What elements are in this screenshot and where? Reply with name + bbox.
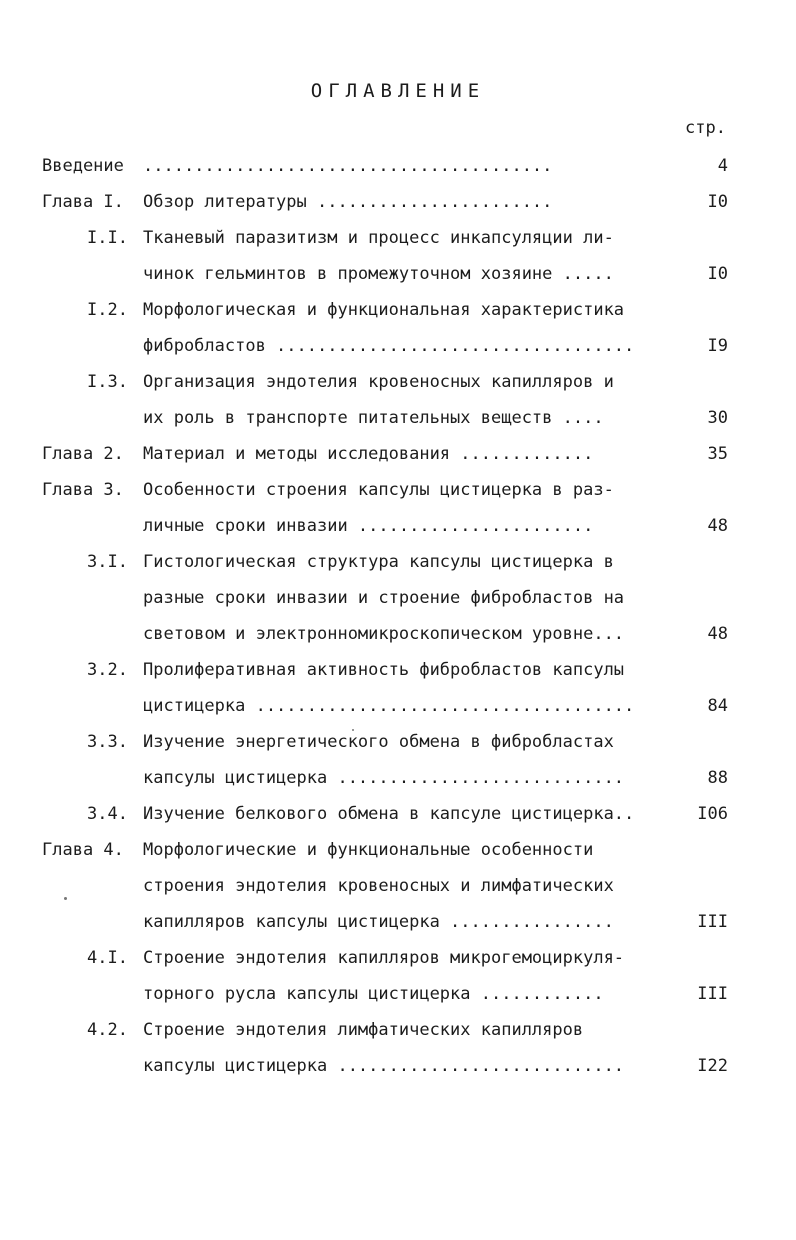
toc-entry-line xyxy=(0,724,796,760)
toc-entry-text: капсулы цистицерка ............................ xyxy=(143,1056,625,1076)
toc-entry xyxy=(0,364,796,436)
toc-entry-page: 30 xyxy=(707,408,728,428)
toc-entry-text: цистицерка ..................................... xyxy=(143,696,635,716)
toc-entry-text: Организация эндотелия кровеносных капилляров и xyxy=(143,372,614,392)
toc-entry-line xyxy=(0,256,796,292)
toc-entry xyxy=(0,148,796,184)
toc-entry-line xyxy=(0,580,796,616)
toc-entry-line xyxy=(0,976,796,1012)
toc-entry-text: чинок гельминтов в промежуточном хозяине ..... xyxy=(143,264,614,284)
toc-entry-number: I.2. xyxy=(87,300,128,320)
toc-entry-line xyxy=(0,220,796,256)
toc-entry-page: I06 xyxy=(697,804,728,824)
scan-speck xyxy=(352,729,354,731)
toc-entry-page: 4 xyxy=(717,156,728,176)
toc-entry-text: Строение эндотелия лимфатических капилляров xyxy=(143,1020,584,1040)
toc-entry-page: 84 xyxy=(707,696,728,716)
toc-entry xyxy=(0,1012,796,1084)
toc-entry-number: Глава I. xyxy=(42,192,124,212)
toc-entry xyxy=(0,292,796,364)
toc-entry xyxy=(0,184,796,220)
toc-entry-text: Материал и методы исследования ............. xyxy=(143,444,594,464)
toc-entry-page: 48 xyxy=(707,516,728,536)
toc-entry-page: III xyxy=(697,912,728,932)
toc-entry-text: личные сроки инвазии ....................... xyxy=(143,516,594,536)
toc-entry-number: 3.I. xyxy=(87,552,128,572)
table-of-contents xyxy=(0,148,796,1084)
toc-entry-text: Изучение энергетического обмена в фибробластах xyxy=(143,732,614,752)
toc-entry-line xyxy=(0,148,796,184)
toc-entry-page: I0 xyxy=(707,264,728,284)
toc-entry-line xyxy=(0,1048,796,1084)
toc-entry-page: 88 xyxy=(707,768,728,788)
toc-entry-line xyxy=(0,832,796,868)
toc-entry xyxy=(0,832,796,940)
toc-entry-page: III xyxy=(697,984,728,1004)
toc-entry-page: I0 xyxy=(707,192,728,212)
toc-entry-line xyxy=(0,508,796,544)
toc-entry-line xyxy=(0,760,796,796)
toc-entry-number: 3.3. xyxy=(87,732,128,752)
toc-entry xyxy=(0,724,796,796)
toc-entry-number: 3.2. xyxy=(87,660,128,680)
toc-entry-text: торного русла капсулы цистицерка ............ xyxy=(143,984,604,1004)
toc-entry-number: I.3. xyxy=(87,372,128,392)
toc-entry-text: Тканевый паразитизм и процесс инкапсуляции ли- xyxy=(143,228,614,248)
toc-entry-page: 35 xyxy=(707,444,728,464)
toc-entry xyxy=(0,220,796,292)
toc-entry-text: Гистологическая структура капсулы цистицерка в xyxy=(143,552,614,572)
toc-entry-number: Глава 2. xyxy=(42,444,124,464)
toc-entry-line xyxy=(0,1012,796,1048)
toc-entry-line xyxy=(0,688,796,724)
toc-entry-number: 4.I. xyxy=(87,948,128,968)
toc-entry-page: 48 xyxy=(707,624,728,644)
toc-entry-number: Введение xyxy=(42,156,124,176)
page-column-label: стр. xyxy=(685,118,726,138)
toc-entry-line xyxy=(0,868,796,904)
toc-entry-number: Глава 3. xyxy=(42,480,124,500)
toc-entry xyxy=(0,652,796,724)
toc-entry-line xyxy=(0,328,796,364)
scan-speck xyxy=(64,897,67,900)
toc-entry-number: Глава 4. xyxy=(42,840,124,860)
toc-entry-text: строения эндотелия кровеносных и лимфатических xyxy=(143,876,614,896)
toc-entry xyxy=(0,796,796,832)
toc-entry xyxy=(0,940,796,1012)
toc-entry-page: I9 xyxy=(707,336,728,356)
toc-entry-text: разные сроки инвазии и строение фибробластов на xyxy=(143,588,625,608)
toc-entry-page: I22 xyxy=(697,1056,728,1076)
toc-entry-text: фибробластов ................................... xyxy=(143,336,635,356)
toc-entry xyxy=(0,436,796,472)
toc-entry-line xyxy=(0,400,796,436)
toc-entry-text: их роль в транспорте питательных веществ .... xyxy=(143,408,604,428)
toc-entry-line xyxy=(0,364,796,400)
toc-entry xyxy=(0,544,796,652)
toc-entry-line xyxy=(0,796,796,832)
toc-entry-text: Строение эндотелия капилляров микрогемоциркуля- xyxy=(143,948,625,968)
toc-entry-text: Пролиферативная активность фибробластов капсулы xyxy=(143,660,625,680)
toc-entry-line xyxy=(0,940,796,976)
toc-entry-text: капсулы цистицерка ............................ xyxy=(143,768,625,788)
toc-entry-text: Морфологическая и функциональная характеристика xyxy=(143,300,625,320)
toc-entry-number: 4.2. xyxy=(87,1020,128,1040)
toc-entry-line xyxy=(0,436,796,472)
toc-entry-line xyxy=(0,904,796,940)
toc-entry-text: капилляров капсулы цистицерка ................ xyxy=(143,912,614,932)
toc-entry-line xyxy=(0,652,796,688)
toc-entry-line xyxy=(0,616,796,652)
toc-entry-number: 3.4. xyxy=(87,804,128,824)
toc-entry-text: Обзор литературы ....................... xyxy=(143,192,553,212)
toc-entry-text: Изучение белкового обмена в капсуле цистицерка.. xyxy=(143,804,635,824)
toc-entry-text: Морфологические и функциональные особенности xyxy=(143,840,594,860)
toc-entry-text: Особенности строения капсулы цистицерка в раз- xyxy=(143,480,614,500)
toc-entry-line xyxy=(0,544,796,580)
toc-entry xyxy=(0,472,796,544)
toc-entry-line xyxy=(0,472,796,508)
toc-entry-text: световом и электронномикроскопическом уровне... xyxy=(143,624,625,644)
toc-entry-text: ........................................ xyxy=(143,156,553,176)
toc-entry-line xyxy=(0,184,796,220)
toc-entry-line xyxy=(0,292,796,328)
document-title: ОГЛАВЛЕНИЕ xyxy=(310,80,486,102)
toc-entry-number: I.I. xyxy=(87,228,128,248)
